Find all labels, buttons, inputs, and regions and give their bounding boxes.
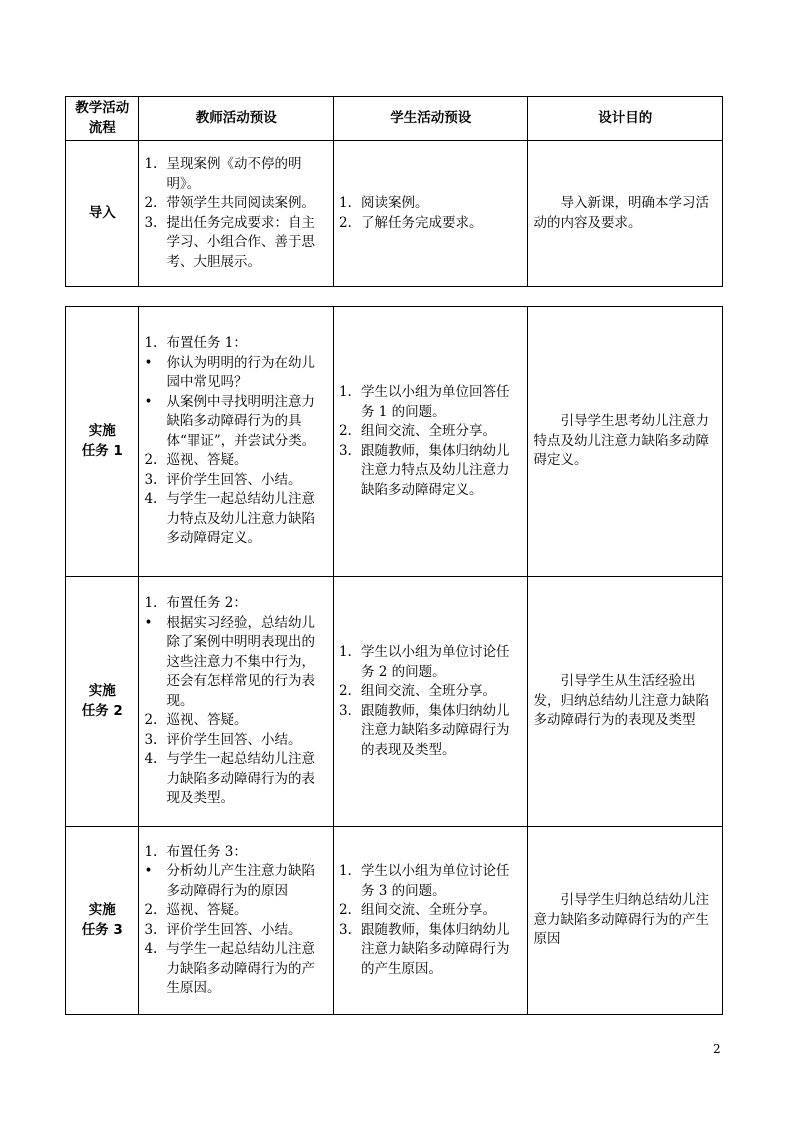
list-marker: 4. xyxy=(144,491,158,508)
list-item xyxy=(339,682,523,702)
list-text: 布置任务 3： xyxy=(166,843,247,860)
list-item xyxy=(339,921,523,980)
list-text: 巡视、答疑。 xyxy=(166,902,248,918)
list-text: 布置任务 2： xyxy=(166,595,247,612)
list-marker: 1. xyxy=(338,195,352,211)
list-text: 跟随教师，集体归纳幼儿注意力特点及幼儿注意力缺陷多动障碍定义。 xyxy=(360,442,510,498)
purpose-cell: 引导学生思考幼儿注意力特点及幼儿注意力缺陷多动障碍定义。 xyxy=(528,307,723,577)
list-marker: 2. xyxy=(338,683,352,699)
list-marker: 2. xyxy=(338,902,352,918)
list-item xyxy=(144,843,328,863)
list-item xyxy=(339,862,523,901)
list-item xyxy=(339,643,523,682)
list-item xyxy=(144,711,328,731)
list-item xyxy=(144,614,328,712)
list-item xyxy=(339,422,523,442)
list-marker: 2. xyxy=(338,214,352,231)
list-marker: 2. xyxy=(338,423,352,439)
list-marker: 2. xyxy=(144,452,158,469)
list-marker: 1. xyxy=(144,843,158,860)
list-marker: • xyxy=(144,354,153,371)
header-purpose: 设计目的 xyxy=(528,97,723,141)
teacher-cell xyxy=(139,307,334,577)
purpose-cell: 引导学生归纳总结幼儿注意力缺陷多动障碍行为的产生原因 xyxy=(528,827,723,1015)
purpose-cell: 引导学生从生活经验出发，归纳总结幼儿注意力缺陷多动障碍行为的表现及类型 xyxy=(528,577,723,827)
teacher-cell xyxy=(139,827,334,1015)
stage-cell: 导入 xyxy=(66,141,139,287)
list-marker: 2. xyxy=(144,712,158,729)
list-marker: 3. xyxy=(144,731,158,748)
student-cell xyxy=(333,307,528,577)
list-item xyxy=(144,731,328,751)
list-text: 巡视、答疑。 xyxy=(166,712,248,729)
list-item xyxy=(144,354,328,393)
list-text: 跟随教师，集体归纳幼儿注意力缺陷多动障碍行为的产生原因。 xyxy=(360,921,510,977)
task-row xyxy=(66,307,723,577)
list-text: 从案例中寻找明明注意力缺陷多动障碍行为的具体“罪证”，并尝试分类。 xyxy=(166,393,316,449)
list-text: 组间交流、全班分享。 xyxy=(360,683,496,699)
list-text: 你认为明明的行为在幼儿园中常见吗？ xyxy=(166,354,315,391)
list-text: 学生以小组为单位回答任务 1 的问题。 xyxy=(360,384,510,420)
list-text: 与学生一起总结幼儿注意力缺陷多动障碍行为的表现及类型。 xyxy=(166,751,315,807)
list-text: 与学生一起总结幼儿注意力缺陷多动障碍行为的产生原因。 xyxy=(166,941,315,996)
list-text: 学生以小组为单位讨论任务 3 的问题。 xyxy=(360,863,510,899)
list-item xyxy=(144,750,328,809)
list-marker: 1. xyxy=(338,644,352,660)
list-item xyxy=(339,194,523,214)
list-marker: 1. xyxy=(144,595,158,612)
list-text: 评价学生回答、小结。 xyxy=(166,731,302,748)
list-text: 组间交流、全班分享。 xyxy=(360,423,496,439)
list-item xyxy=(144,471,328,491)
task-row xyxy=(66,827,723,1015)
stage-cell: 实施 任务 1 xyxy=(66,307,139,577)
list-marker: 2. xyxy=(144,902,158,918)
stage-cell: 实施 任务 2 xyxy=(66,577,139,827)
list-item xyxy=(144,940,328,999)
task-row xyxy=(66,577,723,827)
stage-cell: 实施 任务 3 xyxy=(66,827,139,1015)
list-marker: 1. xyxy=(144,335,158,352)
list-text: 与学生一起总结幼儿注意力特点及幼儿注意力缺陷多动障碍定义。 xyxy=(166,491,315,547)
list-marker: • xyxy=(144,863,153,879)
header-student: 学生活动预设 xyxy=(333,97,528,141)
list-marker: 4. xyxy=(144,751,158,768)
purpose-cell: 导入新课，明确本学习活动的内容及要求。 xyxy=(528,141,723,287)
header-teacher: 教师活动预设 xyxy=(139,97,334,141)
list-item xyxy=(144,155,328,194)
list-item xyxy=(339,442,523,501)
list-marker: 3. xyxy=(338,921,352,938)
list-item xyxy=(144,901,328,921)
list-text: 带领学生共同阅读案例。 xyxy=(166,195,315,211)
list-item xyxy=(144,451,328,471)
tasks-table xyxy=(65,306,723,1015)
header-stage: 教学活动流程 xyxy=(66,97,139,141)
list-text: 根据实习经验，总结幼儿除了案例中明明表现出的这些注意力不集中行为，还会有怎样常见的行为表现。 xyxy=(166,614,315,709)
list-text: 组间交流、全班分享。 xyxy=(360,902,496,918)
list-marker: 3. xyxy=(144,214,158,231)
list-text: 评价学生回答、小结。 xyxy=(166,471,302,488)
list-item xyxy=(144,393,328,452)
intro-table xyxy=(65,96,723,287)
list-marker: 2. xyxy=(144,195,158,211)
list-text: 呈现案例《动不停的明明》。 xyxy=(166,156,302,192)
page-number: 2 xyxy=(713,1042,721,1056)
list-marker: • xyxy=(144,614,153,631)
list-text: 巡视、答疑。 xyxy=(166,452,248,469)
list-marker: 3. xyxy=(338,702,352,719)
list-item xyxy=(144,921,328,941)
list-item xyxy=(339,214,523,234)
list-text: 分析幼儿产生注意力缺陷多动障碍行为的原因 xyxy=(166,863,315,899)
student-cell xyxy=(333,827,528,1015)
student-cell xyxy=(333,577,528,827)
list-marker: • xyxy=(144,393,153,410)
list-text: 学生以小组为单位讨论任务 2 的问题。 xyxy=(360,644,510,680)
list-text: 阅读案例。 xyxy=(360,195,429,211)
list-marker: 1. xyxy=(144,156,158,172)
list-marker: 3. xyxy=(338,442,352,459)
list-item xyxy=(339,383,523,422)
list-item xyxy=(144,594,328,614)
list-marker: 3. xyxy=(144,471,158,488)
list-item xyxy=(339,702,523,761)
list-item xyxy=(144,490,328,549)
list-item xyxy=(144,862,328,901)
teacher-cell xyxy=(139,141,334,287)
list-text: 了解任务完成要求。 xyxy=(360,214,483,231)
list-marker: 1. xyxy=(338,384,352,400)
list-marker: 3. xyxy=(144,921,158,938)
list-item xyxy=(144,194,328,214)
header-row xyxy=(66,97,723,141)
list-marker: 1. xyxy=(338,863,352,879)
list-item xyxy=(144,334,328,354)
list-item xyxy=(339,901,523,921)
list-text: 布置任务 1： xyxy=(166,335,247,352)
list-text: 评价学生回答、小结。 xyxy=(166,921,302,938)
student-cell xyxy=(333,141,528,287)
teacher-cell xyxy=(139,577,334,827)
list-text: 提出任务完成要求：自主学习、小组合作、善于思考、大胆展示。 xyxy=(166,214,315,270)
list-marker: 4. xyxy=(144,941,158,957)
intro-row xyxy=(66,141,723,287)
list-text: 跟随教师，集体归纳幼儿注意力缺陷多动障碍行为的表现及类型。 xyxy=(360,702,510,758)
list-item xyxy=(144,214,328,273)
